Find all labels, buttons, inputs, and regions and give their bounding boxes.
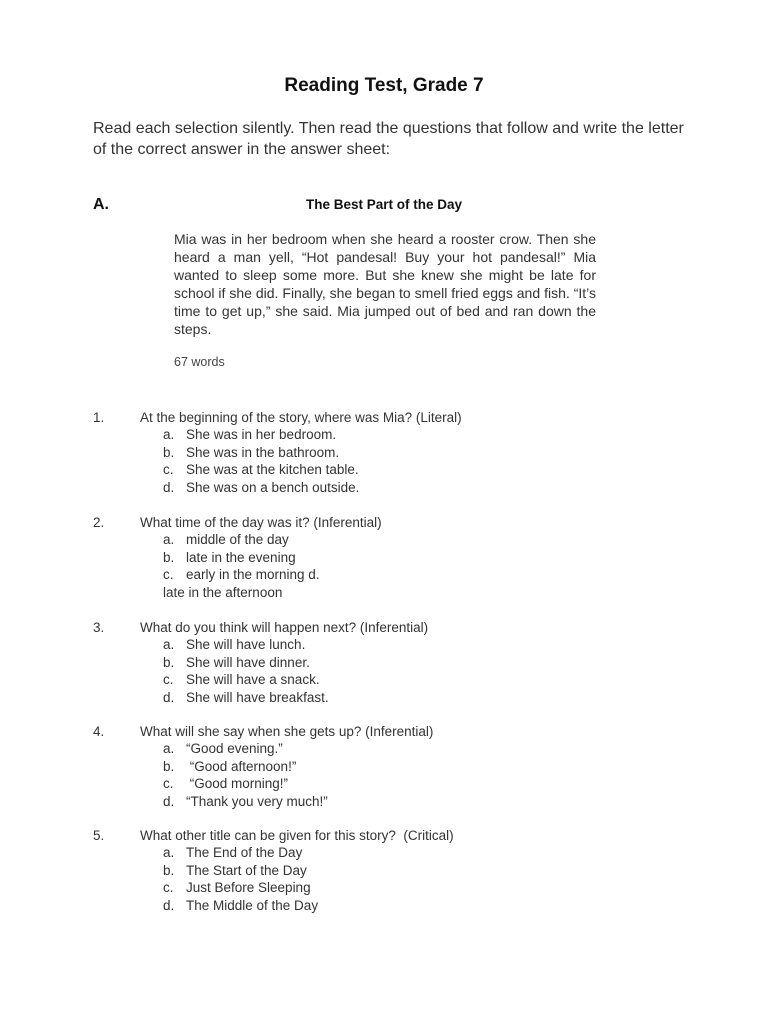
option-text: “Good afternoon!” — [186, 758, 297, 774]
instructions-text: Read each selection silently. Then read the questions that follow and write the letter of the correct answer in the answer sheet: — [93, 120, 684, 158]
answer-option — [163, 549, 320, 566]
option-text: She was at the kitchen table. — [186, 462, 359, 478]
question-text: What other title can be given for this story? (Critical) — [140, 828, 454, 843]
question-number: 4. — [93, 724, 105, 739]
option-text: She will have dinner. — [186, 654, 310, 670]
answer-option — [163, 897, 318, 914]
option-letter: c. — [163, 776, 174, 792]
option-letter: a. — [163, 637, 175, 653]
answer-options — [163, 740, 328, 810]
option-text: She will have lunch. — [186, 637, 306, 653]
option-text: “Good evening.” — [186, 741, 283, 757]
option-text: She will have breakfast. — [186, 689, 329, 705]
question-number: 5. — [93, 828, 105, 843]
option-letter: a. — [163, 427, 175, 443]
option-letter: b. — [163, 758, 175, 774]
question-text: At the beginning of the story, where was Mia? (Literal) — [140, 410, 462, 425]
option-letter: d. — [163, 793, 175, 809]
reading-passage: Mia was in her bedroom when she heard a rooster crow. Then she heard a man yell, “Hot pandesal! Buy your hot pandesal!” Mia wanted to sleep some more. But she knew she might be late for school if she did. Finally, she began to smell fried eggs and fish. “It’s time to get up,” she said. Mia jumped out of bed and ran down the steps. — [174, 231, 596, 337]
answer-option — [163, 671, 329, 688]
section-letter: A. — [93, 196, 109, 213]
option-letter: c. — [163, 462, 174, 478]
option-wrapped-text: late in the afternoon — [163, 584, 283, 600]
answer-options — [163, 531, 320, 583]
question-number: 3. — [93, 620, 105, 635]
option-text: She was in her bedroom. — [186, 427, 337, 443]
option-letter: a. — [163, 741, 175, 757]
story-title-text: The Best Part of the Day — [305, 197, 463, 212]
option-letter: b. — [163, 549, 175, 565]
answer-option — [163, 793, 328, 810]
answer-option — [163, 461, 359, 478]
answer-option — [163, 636, 329, 653]
option-letter: b. — [163, 444, 175, 460]
option-letter: b. — [163, 862, 175, 878]
option-letter: c. — [163, 567, 174, 583]
answer-option — [163, 689, 329, 706]
option-text: early in the morning d. — [186, 567, 320, 583]
question-number: 2. — [93, 515, 105, 530]
answer-option — [163, 531, 320, 548]
word-count: 67 words — [174, 355, 225, 369]
question-text: What do you think will happen next? (Inferential) — [140, 620, 429, 635]
answer-option — [163, 775, 328, 792]
answer-option — [163, 740, 328, 757]
answer-options — [163, 426, 359, 496]
option-letter: d. — [163, 479, 175, 495]
option-text: late in the evening — [186, 549, 296, 565]
question-text: What time of the day was it? (Inferential) — [140, 515, 382, 530]
answer-options — [163, 844, 318, 914]
answer-option — [163, 654, 329, 671]
option-letter: c. — [163, 880, 174, 896]
option-text: The Middle of the Day — [186, 897, 319, 913]
answer-option — [163, 444, 359, 461]
option-text: The Start of the Day — [186, 862, 307, 878]
page-title: Reading Test, Grade 7 — [284, 75, 484, 96]
option-text: The End of the Day — [186, 845, 303, 861]
option-letter: c. — [163, 672, 174, 688]
option-text: She was on a bench outside. — [186, 479, 360, 495]
story-title — [0, 197, 768, 212]
question-number: 1. — [93, 410, 105, 425]
answer-option — [163, 862, 318, 879]
answer-option — [163, 426, 359, 443]
answer-option — [163, 566, 320, 583]
option-text: Just Before Sleeping — [186, 880, 311, 896]
question-text: What will she say when she gets up? (Inferential) — [140, 724, 434, 739]
answer-option — [163, 879, 318, 896]
option-text: “Thank you very much!” — [186, 793, 328, 809]
option-letter: b. — [163, 654, 175, 670]
answer-option — [163, 844, 318, 861]
option-text: She was in the bathroom. — [186, 444, 340, 460]
option-letter: a. — [163, 532, 175, 548]
option-letter: a. — [163, 845, 175, 861]
option-text: middle of the day — [186, 532, 289, 548]
option-text: “Good morning!” — [186, 776, 289, 792]
option-text: She will have a snack. — [186, 672, 320, 688]
answer-options — [163, 636, 329, 706]
answer-option — [163, 479, 359, 496]
answer-option — [163, 758, 328, 775]
option-letter: d. — [163, 897, 175, 913]
option-letter: d. — [163, 689, 175, 705]
